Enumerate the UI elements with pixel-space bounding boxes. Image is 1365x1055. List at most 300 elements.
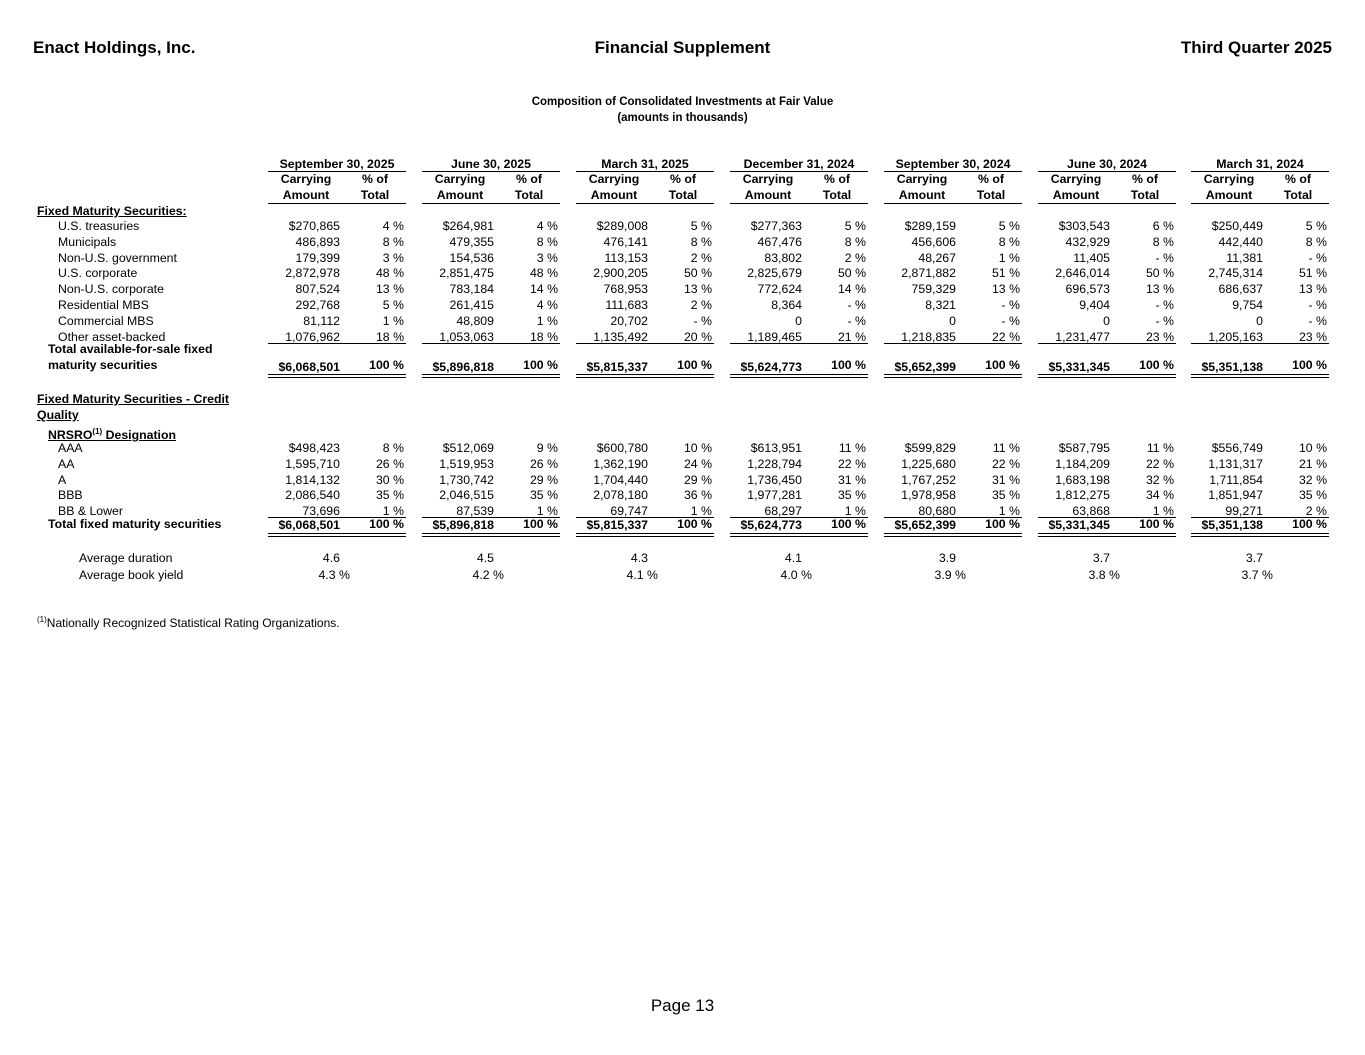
- row-label: Residential MBS: [58, 298, 149, 312]
- total-double-rule: [730, 374, 868, 378]
- pct-cell: 1 %: [690, 504, 712, 519]
- pct-cell: 29 %: [529, 472, 558, 487]
- carrying-header: Carrying: [588, 172, 640, 186]
- pct-cell: 35 %: [375, 488, 404, 503]
- pct-cell: 5 %: [844, 219, 866, 233]
- amount-cell: 2,825,679: [747, 266, 802, 281]
- amount-cell: 1,131,317: [1208, 456, 1263, 471]
- pct-cell: 35 %: [1298, 488, 1327, 503]
- amount-cell: 0: [795, 313, 802, 328]
- total-amount: $5,351,138: [1201, 518, 1263, 532]
- pct-cell: - %: [847, 313, 866, 328]
- pct-cell: 8 %: [998, 234, 1020, 249]
- pct-cell: 50 %: [683, 266, 712, 281]
- pct-cell: 35 %: [529, 488, 558, 503]
- pct-cell: 1 %: [1152, 504, 1174, 519]
- amount-cell: 8,321: [925, 298, 956, 312]
- pct-cell: 22 %: [837, 456, 866, 471]
- pct-cell: 35 %: [837, 488, 866, 503]
- amount-cell: $289,159: [904, 219, 956, 233]
- pct-cell: 35 %: [991, 488, 1020, 503]
- total-pct: 100 %: [985, 517, 1020, 531]
- row-label: Non-U.S. government: [58, 250, 177, 265]
- pct-cell: 20 %: [683, 329, 712, 344]
- amount-cell: $303,543: [1058, 219, 1110, 233]
- amount-cell: 442,440: [1218, 234, 1263, 249]
- pct-cell: 10 %: [683, 441, 712, 455]
- pct-cell: 1 %: [536, 313, 558, 328]
- subtotal-rule: [268, 343, 406, 344]
- amount-cell: 0: [1103, 313, 1110, 328]
- amount-cell: 686,637: [1218, 282, 1263, 297]
- total-double-rule: [730, 533, 868, 537]
- total-double-rule: [1038, 374, 1176, 378]
- total-amount: $5,624,773: [740, 360, 802, 374]
- pct-cell: 50 %: [1145, 266, 1174, 281]
- total-header: Total: [668, 188, 698, 202]
- pct-cell: 5 %: [998, 219, 1020, 233]
- amount-cell: 68,297: [764, 504, 802, 519]
- subtotal-rule: [730, 343, 868, 344]
- duration-value: 3.9: [938, 551, 956, 565]
- pct-cell: - %: [847, 298, 866, 312]
- pct-cell: 4 %: [382, 219, 404, 233]
- amount-cell: 2,078,180: [593, 488, 648, 503]
- section-title: Fixed Maturity Securities - Credit: [37, 392, 230, 406]
- amount-cell: 696,573: [1065, 282, 1110, 297]
- subtotal-rule: [1038, 343, 1176, 344]
- row-label: Municipals: [58, 234, 117, 249]
- total-header: Total: [360, 188, 390, 202]
- amount-header: Amount: [436, 188, 484, 202]
- amount-cell: 48,267: [918, 250, 956, 265]
- amount-header: Amount: [282, 188, 330, 202]
- pct-cell: 32 %: [1298, 472, 1327, 487]
- pct-cell: 24 %: [683, 456, 712, 471]
- period-header: September 30, 2025: [279, 157, 395, 171]
- pct-cell: 13 %: [991, 282, 1020, 297]
- total-pct: 100 %: [985, 358, 1020, 372]
- amount-cell: 2,851,475: [439, 266, 494, 281]
- amount-cell: 2,046,515: [439, 488, 494, 503]
- total-header: Total: [514, 188, 544, 202]
- pct-cell: 30 %: [375, 472, 404, 487]
- report-title: Composition of Consolidated Investments at Fair Value: [531, 96, 834, 108]
- pct-cell: 26 %: [529, 456, 558, 471]
- total-double-rule: [422, 533, 560, 537]
- pct-cell: 21 %: [1298, 456, 1327, 471]
- amount-cell: 0: [1256, 313, 1263, 328]
- amount-cell: 1,135,492: [593, 329, 648, 344]
- total-amount: $5,815,337: [586, 360, 648, 374]
- total-pct: 100 %: [369, 358, 404, 372]
- total-amount: $6,068,501: [278, 518, 340, 532]
- footnote: [37, 615, 340, 630]
- pct-cell: 1 %: [536, 504, 558, 519]
- amount-cell: 2,086,540: [285, 488, 340, 503]
- pct-cell: - %: [1001, 298, 1020, 312]
- pct-cell: 8 %: [1305, 234, 1327, 249]
- amount-cell: $512,069: [442, 441, 494, 455]
- amount-cell: 768,953: [603, 282, 648, 297]
- amount-cell: 261,415: [449, 298, 494, 312]
- amount-cell: 9,754: [1232, 298, 1263, 312]
- amount-cell: 1,851,947: [1208, 488, 1263, 503]
- pct-cell: 8 %: [690, 234, 712, 249]
- total-double-rule: [422, 374, 560, 378]
- amount-cell: $264,981: [442, 219, 494, 233]
- total-pct: 100 %: [1292, 517, 1327, 531]
- amount-cell: 0: [949, 313, 956, 328]
- amount-cell: 8,364: [771, 298, 802, 312]
- company-name: Enact Holdings, Inc.: [33, 38, 196, 57]
- total-pct: 100 %: [523, 358, 558, 372]
- amount-cell: 81,112: [303, 313, 340, 328]
- pct-cell: 1 %: [382, 504, 404, 519]
- pct-cell: - %: [1308, 313, 1327, 328]
- amount-cell: 83,802: [764, 250, 802, 265]
- header-rule: [422, 203, 560, 204]
- footnote-marker: (1): [37, 615, 47, 624]
- period-header: June 30, 2025: [451, 157, 531, 171]
- pct-cell: 8 %: [844, 234, 866, 249]
- period-header: December 31, 2024: [743, 157, 855, 171]
- pct-cell: 31 %: [837, 472, 866, 487]
- pct-cell: 2 %: [690, 250, 712, 265]
- carrying-header: Carrying: [280, 172, 332, 186]
- pct-cell: 2 %: [1305, 504, 1327, 519]
- period-header: June 30, 2024: [1067, 157, 1147, 171]
- pct-cell: 22 %: [991, 456, 1020, 471]
- report-title-block: [0, 94, 1365, 126]
- pct-header: % of: [516, 172, 542, 186]
- pct-cell: 8 %: [536, 234, 558, 249]
- amount-cell: 20,702: [610, 313, 648, 328]
- subtotal-rule: [1191, 343, 1329, 344]
- total-pct: 100 %: [1139, 517, 1174, 531]
- pct-cell: 18 %: [375, 329, 404, 344]
- amount-cell: 87,539: [456, 504, 494, 519]
- pct-cell: 22 %: [1145, 456, 1174, 471]
- total-amount: $6,068,501: [278, 360, 340, 374]
- amount-cell: 1,362,190: [593, 456, 648, 471]
- amount-cell: 1,228,794: [747, 456, 802, 471]
- pct-cell: 5 %: [382, 298, 404, 312]
- amount-cell: 80,680: [918, 504, 956, 519]
- total-double-rule: [268, 374, 406, 378]
- pct-cell: 21 %: [837, 329, 866, 344]
- nrsro-footnote-marker: (1): [92, 427, 103, 436]
- pct-cell: 10 %: [1298, 441, 1327, 455]
- amount-cell: 11,405: [1073, 250, 1110, 265]
- amount-cell: 479,355: [449, 234, 494, 249]
- pct-cell: 22 %: [991, 329, 1020, 344]
- amount-cell: 759,329: [911, 282, 956, 297]
- amount-cell: 1,812,275: [1055, 488, 1110, 503]
- yield-value: 3.7 %: [1241, 568, 1273, 582]
- pct-header: % of: [1285, 172, 1311, 186]
- duration-value: 4.5: [476, 551, 494, 565]
- amount-cell: 99,271: [1225, 504, 1263, 519]
- total-amount: $5,652,399: [894, 360, 956, 374]
- amount-cell: $498,423: [288, 441, 340, 455]
- pct-cell: - %: [1155, 250, 1174, 265]
- amount-header: Amount: [744, 188, 792, 202]
- pct-cell: 31 %: [991, 472, 1020, 487]
- carrying-header: Carrying: [434, 172, 486, 186]
- amount-cell: 476,141: [603, 234, 648, 249]
- header-rule: [576, 203, 714, 204]
- amount-cell: 486,893: [295, 234, 340, 249]
- amount-cell: $270,865: [288, 219, 340, 233]
- yield-value: 3.8 %: [1088, 568, 1120, 582]
- row-label: U.S. corporate: [58, 266, 138, 281]
- period-header: September 30, 2024: [895, 157, 1011, 171]
- carrying-header: Carrying: [896, 172, 948, 186]
- duration-value: 3.7: [1092, 551, 1110, 565]
- pct-cell: - %: [1308, 250, 1327, 265]
- pct-cell: 13 %: [375, 282, 404, 297]
- pct-cell: - %: [1155, 298, 1174, 312]
- pct-header: % of: [1132, 172, 1158, 186]
- pct-cell: 1 %: [998, 250, 1020, 265]
- designation-text: Designation: [102, 428, 176, 442]
- total-amount: $5,624,773: [740, 518, 802, 532]
- pct-cell: 5 %: [1305, 219, 1327, 233]
- page-number: Page 13: [650, 996, 715, 1015]
- amount-header: Amount: [1205, 188, 1253, 202]
- period-header: March 31, 2024: [1216, 157, 1304, 171]
- total-label: Total available-for-sale fixed: [48, 342, 213, 356]
- pct-cell: 11 %: [992, 441, 1020, 455]
- subtotal-rule: [576, 343, 714, 344]
- amount-cell: 1,225,680: [901, 456, 956, 471]
- pct-cell: 11 %: [838, 441, 866, 455]
- header-rule: [1038, 203, 1176, 204]
- pct-cell: 26 %: [375, 456, 404, 471]
- amount-cell: 1,978,958: [901, 488, 956, 503]
- amount-cell: 2,872,978: [285, 266, 340, 281]
- report-period: Third Quarter 2025: [1180, 38, 1332, 57]
- carrying-header: Carrying: [742, 172, 794, 186]
- row-label: BB & Lower: [58, 504, 123, 519]
- amount-cell: 1,977,281: [747, 488, 802, 503]
- amount-cell: 48,809: [456, 313, 494, 328]
- amount-cell: 1,814,132: [285, 472, 340, 487]
- amount-cell: 69,747: [610, 504, 648, 519]
- amount-cell: 1,711,854: [1209, 472, 1263, 487]
- carrying-header: Carrying: [1203, 172, 1255, 186]
- total-pct: 100 %: [369, 517, 404, 531]
- amount-cell: 456,606: [911, 234, 956, 249]
- pct-cell: 8 %: [382, 441, 404, 455]
- header-rule: [730, 203, 868, 204]
- amount-cell: 1,231,477: [1055, 329, 1110, 344]
- amount-cell: 1,519,953: [439, 456, 494, 471]
- pct-cell: 1 %: [844, 504, 866, 519]
- duration-value: 3.7: [1245, 551, 1263, 565]
- amount-cell: $250,449: [1211, 219, 1263, 233]
- total-amount: $5,331,345: [1048, 360, 1110, 374]
- total-double-rule: [1038, 533, 1176, 537]
- amount-header: Amount: [590, 188, 638, 202]
- total-amount: $5,896,818: [432, 360, 494, 374]
- amount-cell: 1,736,450: [747, 472, 802, 487]
- pct-cell: 23 %: [1298, 329, 1327, 344]
- total-pct: 100 %: [831, 517, 866, 531]
- row-label: AAA: [58, 441, 83, 455]
- amount-cell: $587,795: [1058, 441, 1110, 455]
- amount-cell: 179,399: [295, 250, 340, 265]
- metric-label: Average book yield: [79, 568, 184, 582]
- amount-cell: 113,153: [604, 250, 648, 265]
- pct-cell: 3 %: [382, 250, 404, 265]
- total-amount: $5,331,345: [1048, 518, 1110, 532]
- total-amount: $5,896,818: [432, 518, 494, 532]
- total-pct: 100 %: [677, 517, 712, 531]
- pct-cell: 18 %: [529, 329, 558, 344]
- pct-cell: 36 %: [683, 488, 712, 503]
- total-double-rule: [1191, 533, 1329, 537]
- amount-cell: 73,696: [302, 504, 340, 519]
- pct-cell: 1 %: [382, 313, 404, 328]
- amount-cell: 783,184: [449, 282, 494, 297]
- duration-value: 4.6: [322, 551, 340, 565]
- amount-cell: 1,683,198: [1055, 472, 1110, 487]
- total-pct: 100 %: [1139, 358, 1174, 372]
- amount-cell: 1,184,209: [1055, 456, 1110, 471]
- yield-value: 4.2 %: [472, 568, 504, 582]
- period-header: March 31, 2025: [601, 157, 689, 171]
- yield-value: 4.1 %: [626, 568, 658, 582]
- pct-header: % of: [362, 172, 388, 186]
- pct-cell: 34 %: [1145, 488, 1174, 503]
- pct-header: % of: [824, 172, 850, 186]
- amount-cell: 2,646,014: [1055, 266, 1110, 281]
- pct-cell: 5 %: [690, 219, 712, 233]
- amount-cell: 1,189,465: [747, 329, 802, 344]
- pct-cell: 4 %: [536, 298, 558, 312]
- pct-cell: 1 %: [998, 504, 1020, 519]
- pct-cell: - %: [1155, 313, 1174, 328]
- pct-cell: 9 %: [536, 441, 558, 455]
- pct-header: % of: [978, 172, 1004, 186]
- amount-cell: 1,205,163: [1208, 329, 1263, 344]
- carrying-header: Carrying: [1050, 172, 1102, 186]
- amount-cell: 1,218,835: [901, 329, 956, 344]
- footnote-text: Nationally Recognized Statistical Rating Organizations.: [46, 616, 340, 630]
- subtotal-rule: [422, 343, 560, 344]
- total-double-rule: [576, 374, 714, 378]
- pct-cell: 14 %: [529, 282, 558, 297]
- amount-cell: 2,745,314: [1208, 266, 1263, 281]
- header-rule: [1191, 203, 1329, 204]
- amount-cell: 467,476: [757, 234, 802, 249]
- nrsro-label: NRSRO: [48, 428, 93, 442]
- amount-cell: 111,683: [605, 298, 648, 312]
- amount-cell: 1,595,710: [285, 456, 340, 471]
- amount-cell: 11,381: [1226, 250, 1263, 265]
- subtotal-rule: [884, 343, 1022, 344]
- total-double-rule: [884, 374, 1022, 378]
- pct-cell: 6 %: [1152, 219, 1174, 233]
- pct-cell: 32 %: [1145, 472, 1174, 487]
- pct-cell: 4 %: [536, 219, 558, 233]
- total-double-rule: [576, 533, 714, 537]
- pct-cell: 8 %: [1152, 234, 1174, 249]
- amount-cell: $277,363: [750, 219, 802, 233]
- row-label: BBB: [58, 488, 83, 503]
- total-header: Total: [822, 188, 852, 202]
- total-amount: $5,351,138: [1201, 360, 1263, 374]
- amount-cell: 432,929: [1065, 234, 1110, 249]
- amount-cell: 1,053,063: [439, 329, 494, 344]
- total-header: Total: [1130, 188, 1160, 202]
- amount-cell: 9,404: [1079, 298, 1110, 312]
- pct-cell: 50 %: [837, 266, 866, 281]
- section-title: Quality: [37, 408, 79, 422]
- total-header: Total: [976, 188, 1006, 202]
- pct-cell: 51 %: [1298, 266, 1327, 281]
- total-label: maturity securities: [48, 358, 158, 372]
- amount-cell: $556,749: [1211, 441, 1263, 455]
- metric-label: Average duration: [79, 551, 173, 565]
- pct-cell: 8 %: [382, 234, 404, 249]
- document-title: Financial Supplement: [594, 38, 771, 57]
- total-double-rule: [884, 533, 1022, 537]
- amount-cell: 1,730,742: [439, 472, 494, 487]
- total-double-rule: [1191, 374, 1329, 378]
- total-label: Total fixed maturity securities: [48, 517, 222, 531]
- amount-cell: 1,704,440: [593, 472, 648, 487]
- duration-value: 4.1: [784, 551, 802, 565]
- total-header: Total: [1283, 188, 1313, 202]
- amount-cell: 1,076,962: [285, 329, 340, 344]
- amount-cell: $613,951: [750, 441, 802, 455]
- pct-header: % of: [670, 172, 696, 186]
- pct-cell: 13 %: [1298, 282, 1327, 297]
- total-pct: 100 %: [677, 358, 712, 372]
- amount-cell: 63,868: [1072, 504, 1110, 519]
- amount-cell: 154,536: [449, 250, 494, 265]
- section-title: Fixed Maturity Securities:: [37, 204, 187, 218]
- row-label: Non-U.S. corporate: [58, 282, 164, 297]
- pct-cell: 48 %: [375, 266, 404, 281]
- amount-cell: 2,900,205: [593, 266, 648, 281]
- amount-cell: 807,524: [295, 282, 340, 297]
- total-pct: 100 %: [523, 517, 558, 531]
- pct-cell: - %: [1308, 298, 1327, 312]
- duration-value: 4.3: [630, 551, 648, 565]
- row-label: A: [58, 472, 67, 487]
- pct-cell: 13 %: [683, 282, 712, 297]
- total-amount: $5,652,399: [894, 518, 956, 532]
- row-label: Commercial MBS: [58, 313, 154, 328]
- yield-value: 4.0 %: [780, 568, 812, 582]
- row-label: U.S. treasuries: [58, 219, 140, 233]
- total-amount: $5,815,337: [586, 518, 648, 532]
- pct-cell: 2 %: [690, 298, 712, 312]
- pct-cell: 3 %: [536, 250, 558, 265]
- pct-cell: 48 %: [529, 266, 558, 281]
- amount-cell: $599,829: [904, 441, 956, 455]
- row-label: AA: [58, 456, 75, 471]
- pct-cell: 11 %: [1146, 441, 1174, 455]
- total-pct: 100 %: [831, 358, 866, 372]
- pct-cell: 29 %: [683, 472, 712, 487]
- amount-cell: $289,008: [596, 219, 648, 233]
- amount-cell: 2,871,882: [901, 266, 956, 281]
